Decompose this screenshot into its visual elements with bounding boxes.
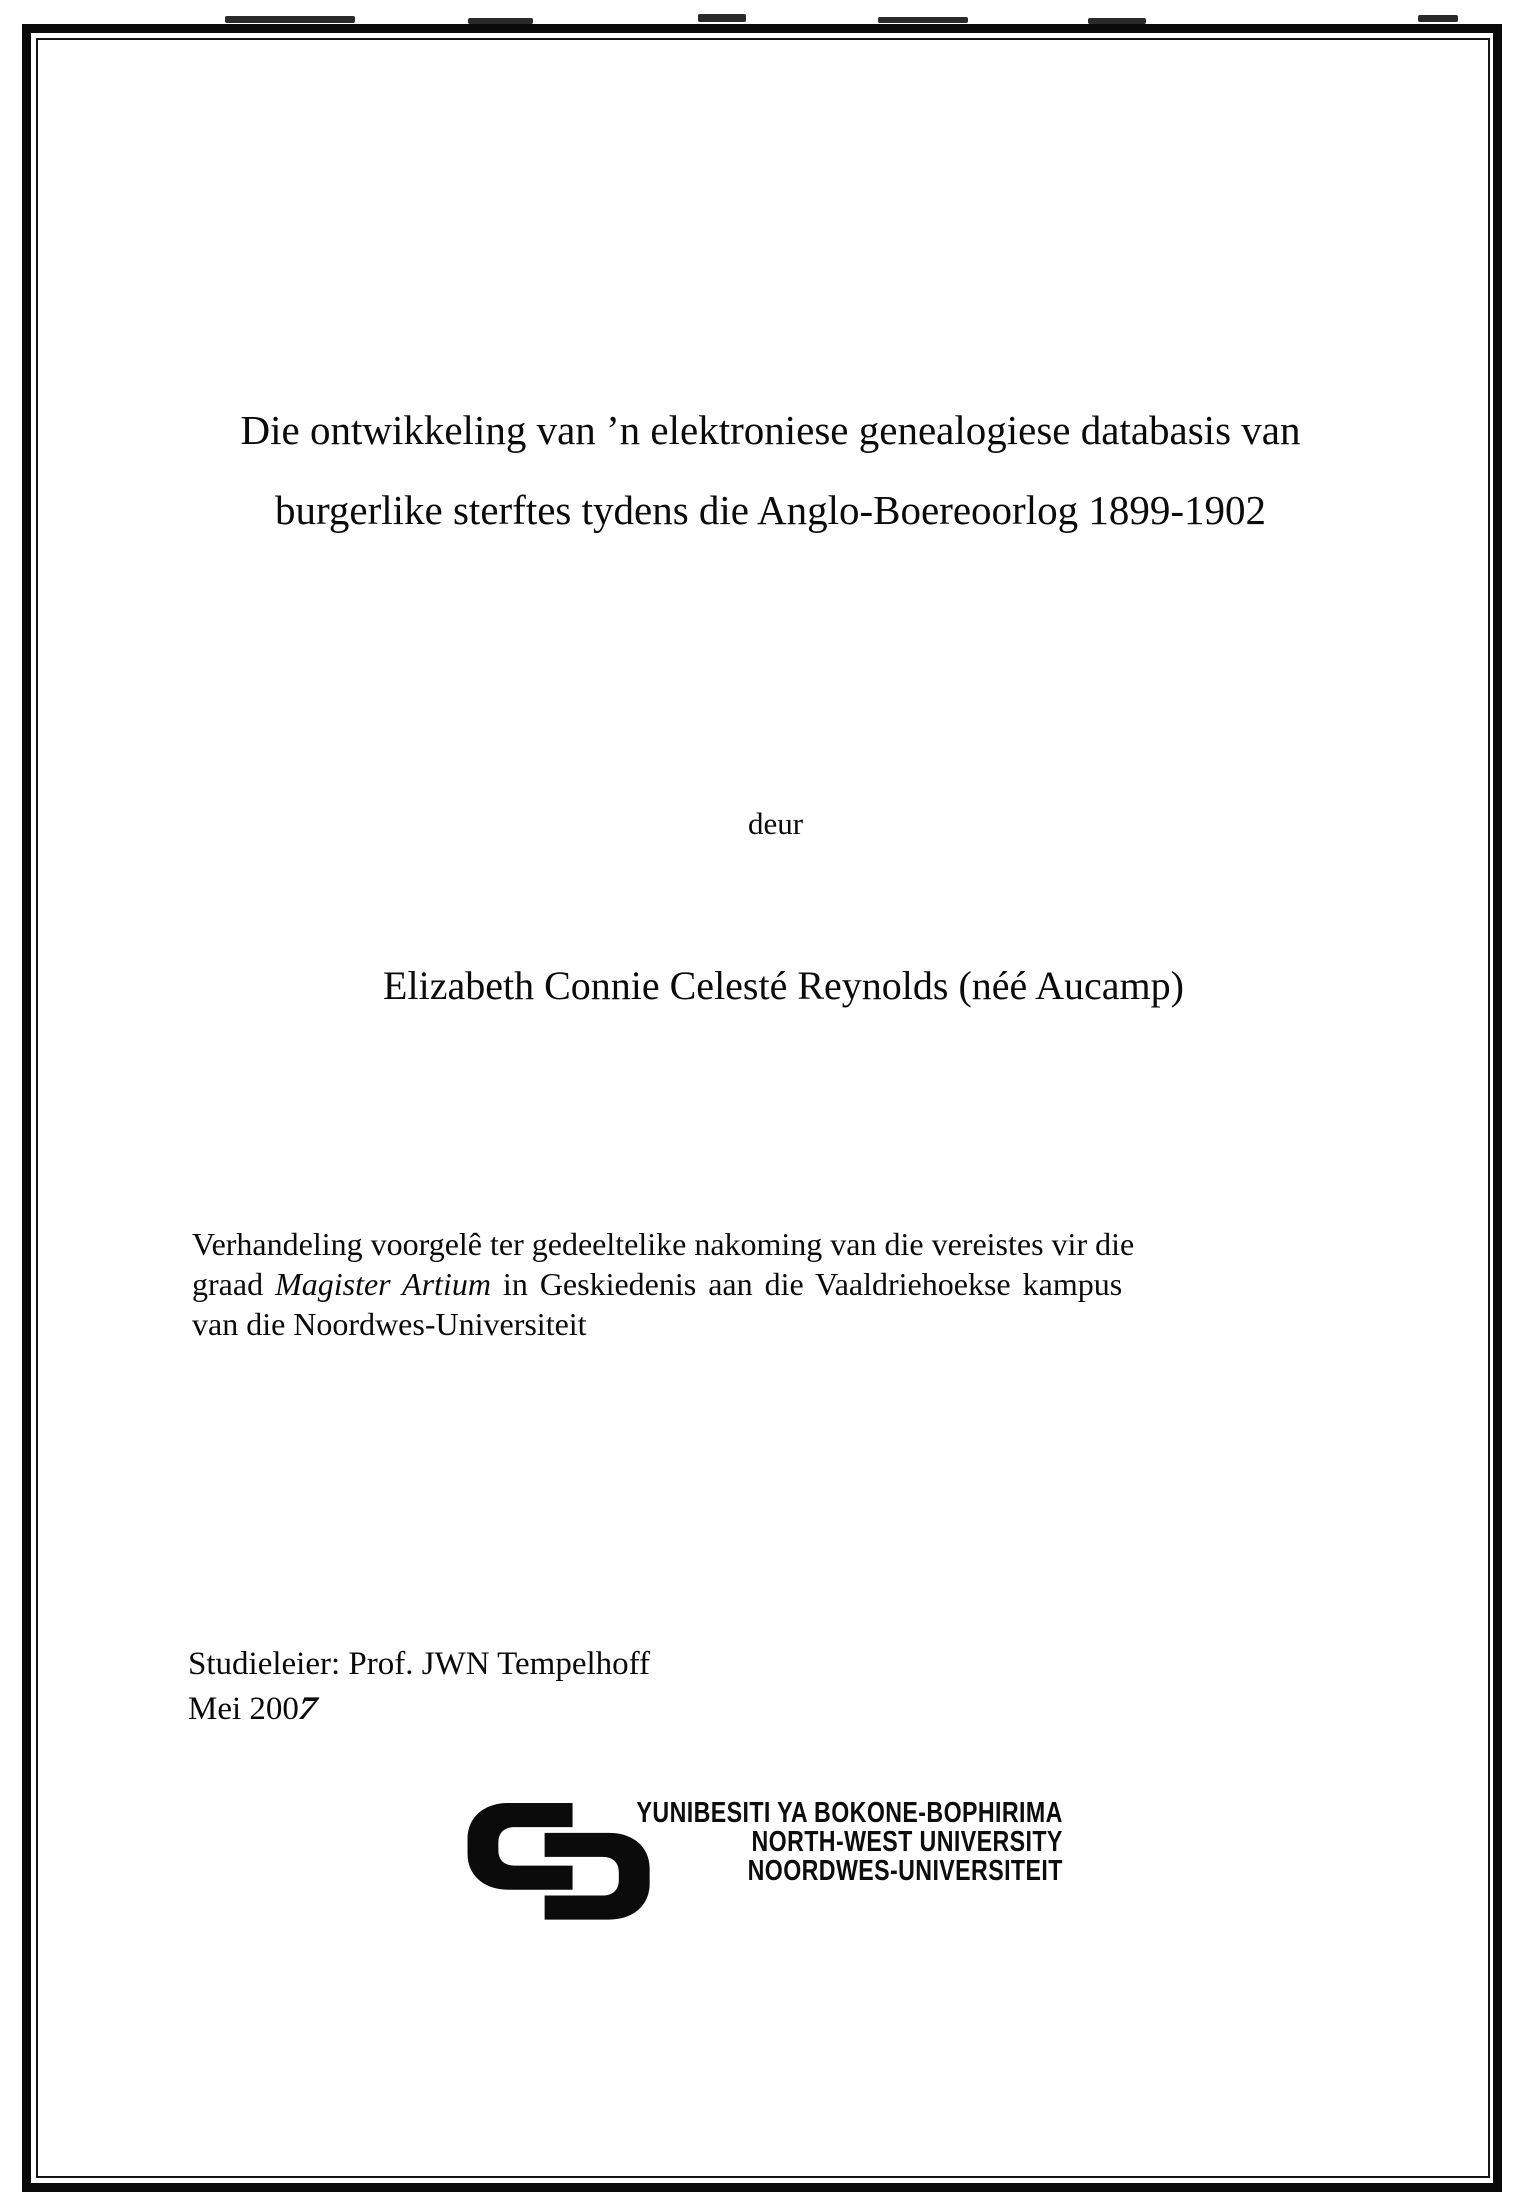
scan-artifact [468,18,533,24]
scan-artifact [1088,18,1146,24]
statement-line2 [192,1264,1340,1304]
statement-line2-degree-name: Magister Artium [275,1266,491,1302]
thesis-title-line2: burgerlike sterftes tydens die Anglo-Boereoorlog 1899-1902 [274,487,1266,533]
statement-line2-pre: graad [192,1266,276,1302]
logo-line-english: NORTH-WEST UNIVERSITY [751,1826,1063,1858]
byline: deur [747,806,804,841]
supervisor-block [188,1642,650,1732]
statement-line1: Verhandeling voorgelê ter gedeeltelike nakoming van die vereistes vir die [192,1226,1135,1262]
thesis-statement [192,1224,1340,1344]
scan-artifact [878,17,968,23]
logo-line-setswana: YUNIBESITI YA BOKONE-BOPHIRIMA [636,1797,1063,1829]
statement-line3: van die Noordwes-Universiteit [192,1306,587,1342]
scan-artifact [698,14,746,22]
nwu-logo-text [637,1799,1063,1886]
logo-line-afrikaans: NOORDWES-UNIVERSITEIT [747,1855,1063,1887]
author-name: Elizabeth Connie Celesté Reynolds (néé Aucamp) [383,963,1184,1008]
thesis-title [14,390,1527,550]
supervisor-line: Studieleier: Prof. JWN Tempelhoff [188,1646,651,1682]
statement-line2-post: in Geskiedenis aan die Vaaldriehoekse kampus [490,1266,1123,1302]
scan-artifact [1418,15,1458,22]
scan-artifact [225,16,355,23]
date-prefix: Mei 200 [188,1691,299,1727]
date-last-digit: 7 [292,1691,323,1727]
thesis-title-line1: Die ontwikkeling van ’n elektroniese genealogiese databasis van [240,407,1301,453]
nwu-logo-mark [455,1796,667,1941]
date-line [188,1687,650,1732]
